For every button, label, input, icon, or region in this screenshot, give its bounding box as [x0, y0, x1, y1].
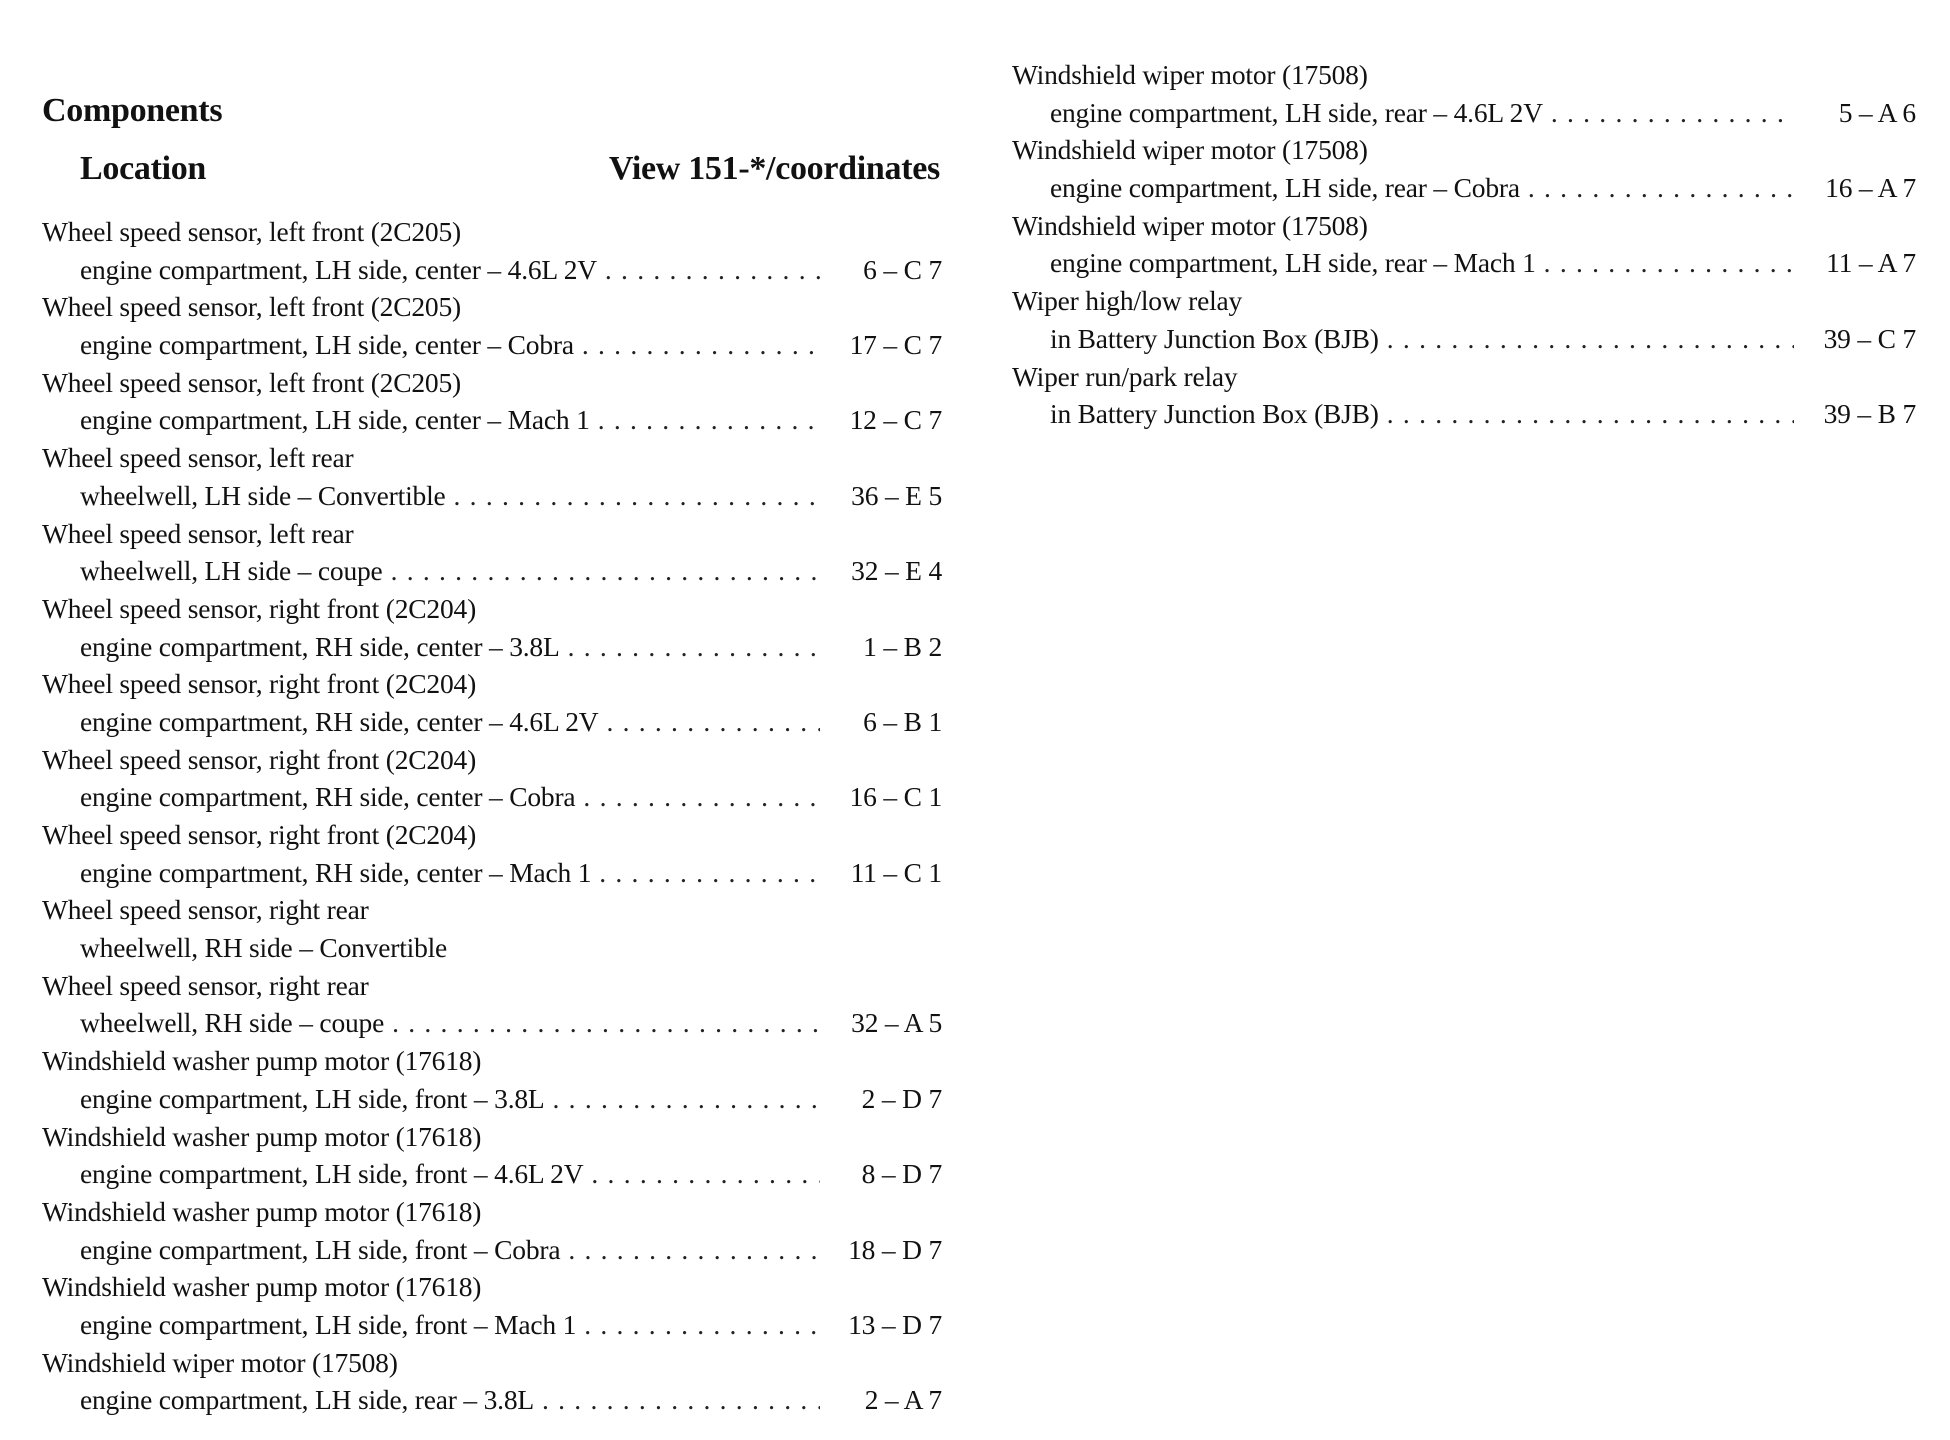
list-item	[42, 213, 942, 288]
view-coordinates: 6 – B 1	[863, 705, 942, 737]
list-item	[42, 1344, 942, 1419]
component-location: engine compartment, RH side, center – Cobra	[80, 781, 576, 813]
dot-leader	[383, 552, 820, 590]
component-name: Windshield wiper motor (17508)	[1012, 209, 1368, 241]
view-coordinates: 39 – C 7	[1823, 322, 1916, 354]
list-item	[42, 439, 942, 514]
view-coordinates: 32 – E 4	[851, 555, 942, 587]
page-heading: Components	[42, 92, 223, 129]
view-coordinates: 12 – C 7	[849, 404, 942, 436]
component-location: in Battery Junction Box (BJB)	[1050, 322, 1379, 354]
component-name: Wheel speed sensor, right front (2C204)	[42, 668, 477, 700]
component-location: wheelwell, RH side – coupe	[80, 1007, 385, 1039]
dot-leader	[1379, 320, 1794, 358]
view-coordinates: 2 – A 7	[864, 1384, 942, 1416]
dot-leader	[576, 1306, 820, 1344]
list-item	[42, 364, 942, 439]
view-coordinates: 8 – D 7	[861, 1158, 942, 1190]
view-coordinates: 5 – A 6	[1838, 96, 1916, 128]
left-column	[42, 213, 942, 1419]
list-item	[42, 1268, 942, 1343]
component-name: Wiper high/low relay	[1012, 285, 1243, 317]
component-name: Wheel speed sensor, left rear	[42, 442, 354, 474]
column-header-location: Location	[80, 150, 207, 187]
list-item	[42, 1042, 942, 1117]
dot-leader	[560, 1231, 820, 1269]
component-location: engine compartment, LH side, rear – 3.8L	[80, 1384, 534, 1416]
component-location: engine compartment, LH side, rear – 4.6L 2V	[1050, 96, 1543, 128]
component-location: wheelwell, LH side – coupe	[80, 555, 383, 587]
component-name: Windshield washer pump motor (17618)	[42, 1271, 482, 1303]
list-item	[42, 967, 942, 1042]
component-name: Windshield washer pump motor (17618)	[42, 1195, 482, 1227]
component-location: engine compartment, LH side, rear – Mach 1	[1050, 247, 1536, 279]
dot-leader	[598, 703, 820, 741]
component-name: Windshield washer pump motor (17618)	[42, 1120, 482, 1152]
list-item	[1012, 207, 1916, 282]
dot-leader	[1543, 94, 1794, 132]
view-coordinates: 11 – A 7	[1826, 247, 1916, 279]
dot-leader	[574, 326, 820, 364]
component-location: engine compartment, RH side, center – 3.8L	[80, 630, 560, 662]
list-item	[42, 590, 942, 665]
component-name: Wheel speed sensor, right front (2C204)	[42, 819, 477, 850]
component-name: Windshield washer pump motor (17618)	[42, 1045, 482, 1077]
list-item	[42, 741, 942, 816]
list-item	[42, 1193, 942, 1268]
view-coordinates: 36 – E 5	[851, 479, 942, 511]
view-coordinates: 17 – C 7	[849, 329, 942, 361]
component-name: Wheel speed sensor, left front (2C205)	[42, 291, 461, 323]
component-location: engine compartment, LH side, front – Cobra	[80, 1233, 561, 1265]
component-name: Windshield wiper motor (17508)	[1012, 59, 1368, 90]
dot-leader	[1536, 244, 1794, 282]
dot-leader	[1520, 169, 1794, 207]
dot-leader	[590, 401, 820, 439]
view-coordinates: 16 – A 7	[1825, 172, 1916, 204]
dot-leader	[545, 1080, 820, 1118]
view-coordinates: 39 – B 7	[1823, 398, 1916, 430]
view-coordinates: 1 – B 2	[863, 630, 942, 662]
component-location: wheelwell, LH side – Convertible	[80, 479, 446, 511]
dot-leader	[534, 1381, 820, 1419]
component-location: engine compartment, RH side, center – Mach 1	[80, 856, 592, 888]
component-location: engine compartment, LH side, front – 3.8L	[80, 1082, 545, 1114]
list-item	[42, 665, 942, 740]
component-location: engine compartment, RH side, center – 4.6L 2V	[80, 705, 599, 737]
dot-leader	[575, 778, 820, 816]
right-column	[1012, 56, 1916, 433]
component-location: engine compartment, LH side, center – Cobra	[80, 329, 574, 361]
list-item	[42, 1118, 942, 1193]
column-header-view: View 151-*/coordinates	[608, 150, 940, 187]
view-coordinates: 32 – A 5	[851, 1007, 942, 1039]
component-name: Wheel speed sensor, left front (2C205)	[42, 216, 461, 247]
component-name: Wheel speed sensor, right rear	[42, 894, 369, 926]
component-name: Windshield wiper motor (17508)	[1012, 134, 1368, 166]
list-item	[1012, 56, 1916, 131]
view-coordinates: 2 – D 7	[861, 1082, 942, 1114]
view-coordinates: 13 – D 7	[848, 1308, 942, 1340]
component-name: Windshield wiper motor (17508)	[42, 1346, 398, 1378]
list-item	[1012, 282, 1916, 357]
component-location: engine compartment, LH side, center – Mach 1	[80, 404, 590, 436]
component-location: engine compartment, LH side, rear – Cobra	[1050, 172, 1520, 204]
list-item	[42, 288, 942, 363]
view-coordinates: 6 – C 7	[863, 253, 942, 285]
component-name: Wheel speed sensor, right front (2C204)	[42, 592, 477, 624]
list-item	[42, 816, 942, 891]
dot-leader	[1379, 395, 1794, 433]
component-name: Wheel speed sensor, right front (2C204)	[42, 743, 477, 775]
list-item	[42, 515, 942, 590]
view-coordinates: 16 – C 1	[849, 781, 942, 813]
component-name: Wheel speed sensor, left rear	[42, 517, 354, 549]
list-item	[1012, 131, 1916, 206]
component-location: engine compartment, LH side, front – 4.6L 2V	[80, 1158, 584, 1190]
dot-leader	[597, 251, 820, 289]
component-name: Wheel speed sensor, right rear	[42, 969, 369, 1001]
component-location: engine compartment, LH side, front – Mach 1	[80, 1308, 577, 1340]
dot-leader	[591, 854, 820, 892]
component-name: Wiper run/park relay	[1012, 360, 1238, 392]
component-name: Wheel speed sensor, left front (2C205)	[42, 366, 461, 398]
view-coordinates: 11 – C 1	[850, 856, 942, 888]
component-location: wheelwell, RH side – Convertible	[80, 932, 448, 964]
component-location: engine compartment, LH side, center – 4.6L 2V	[80, 253, 597, 285]
dot-leader	[384, 1004, 820, 1042]
list-item	[42, 891, 942, 966]
dot-leader	[560, 628, 820, 666]
component-location: in Battery Junction Box (BJB)	[1050, 398, 1379, 430]
dot-leader	[583, 1155, 820, 1193]
dot-leader	[446, 477, 820, 515]
view-coordinates: 18 – D 7	[848, 1233, 942, 1265]
list-item	[1012, 358, 1916, 433]
